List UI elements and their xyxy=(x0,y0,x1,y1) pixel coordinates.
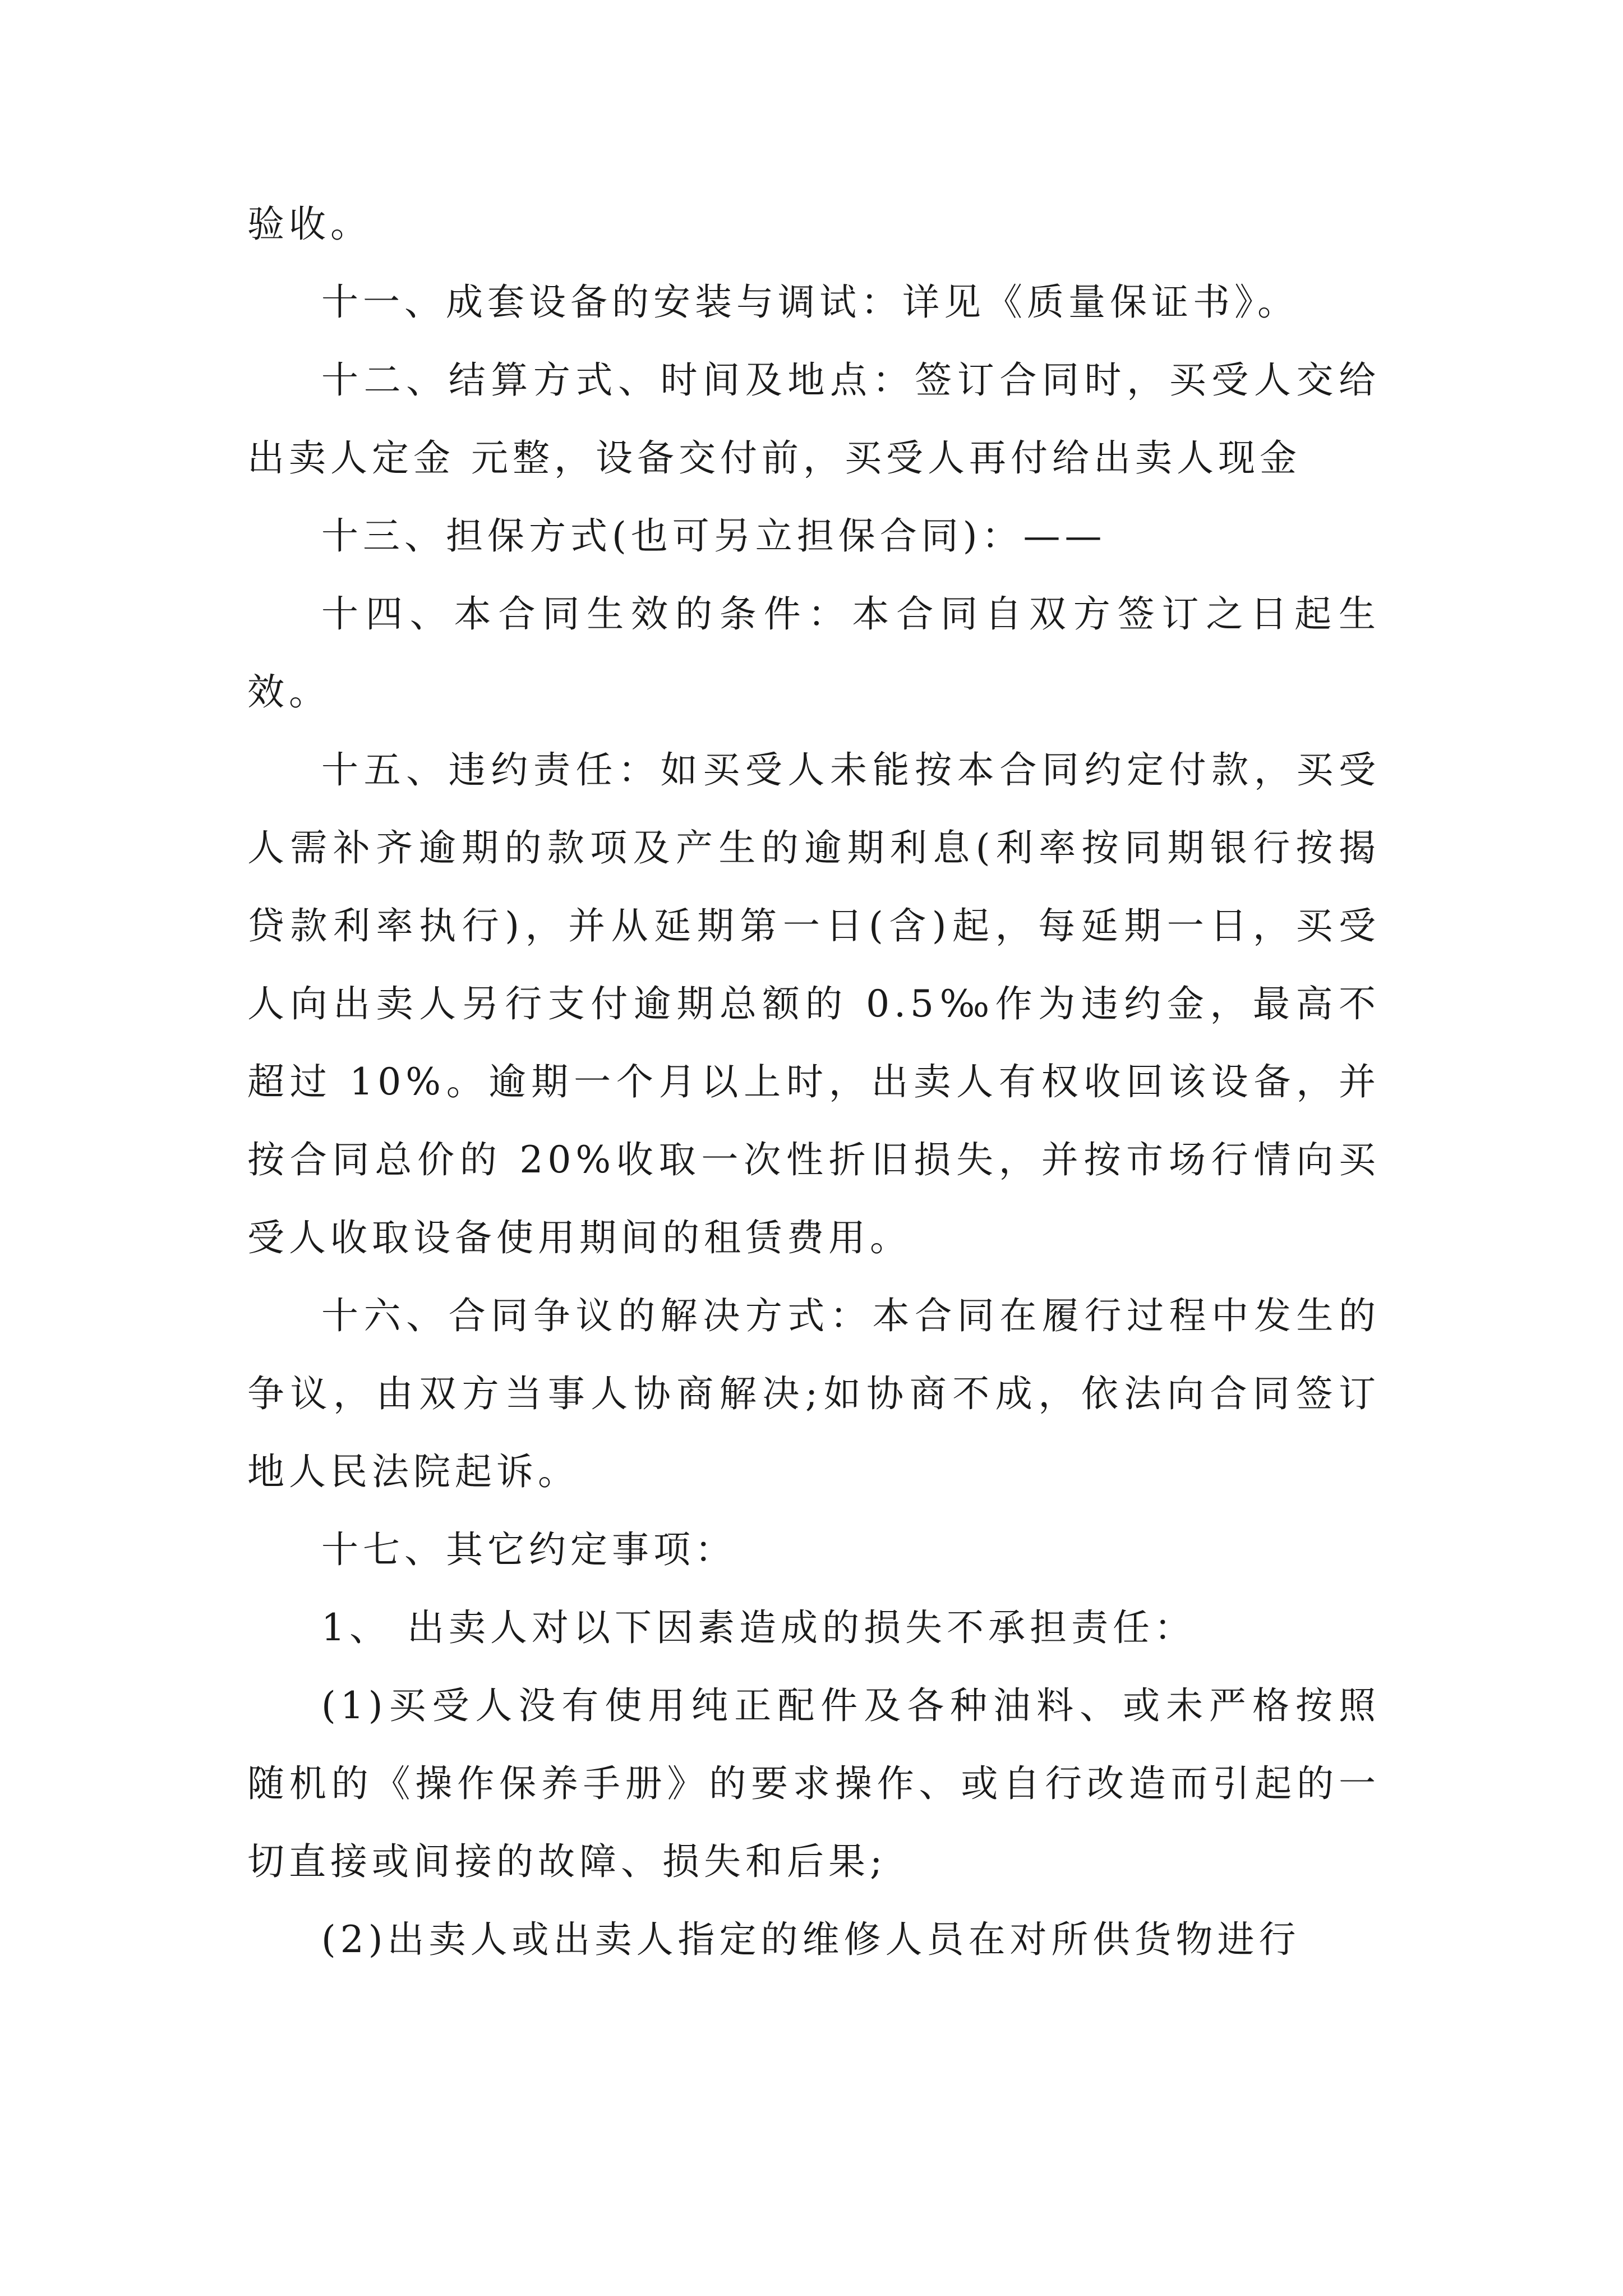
paragraph-clause-15: 十五、违约责任：如买受人未能按本合同约定付款，买受人需补齐逾期的款项及产生的逾期利息(利率按同期银行按揭贷款利率执行)，并从延期第一日(含)起，每延期一日，买受人向出卖人另行支付逾期总额的 0.5‰作为违约金，最高不超过 10%。逾期一个月以上时，出卖人有权收回该设备，并按合同总价的 20%收取一次性折旧损失，并按市场行情向买受人收取设备使用期间的租赁费用。 xyxy=(247,748,1380,1259)
paragraph-clause-16: 十六、合同争议的解决方式：本合同在履行过程中发生的争议，由双方当事人协商解决;如协商不成，依法向合同签订地人民法院起诉。 xyxy=(247,1294,1380,1493)
paragraph-item-1-2: (2)出卖人或出卖人指定的维修人员在对所供货物进行 xyxy=(321,1918,1301,1961)
paragraph-acceptance-tail: 验收。 xyxy=(247,203,372,246)
paragraph-clause-14: 十四、本合同生效的条件：本合同自双方签订之日起生效。 xyxy=(247,592,1380,714)
paragraph-item-1-1: (1)买受人没有使用纯正配件及各种油料、或未严格按照随机的《操作保养手册》的要求操作、或自行改造而引起的一切直接或间接的故障、损失和后果; xyxy=(247,1684,1380,1883)
paragraph-clause-11: 十一、成套设备的安装与调试：详见《质量保证书》。 xyxy=(321,280,1299,324)
contract-body xyxy=(247,185,1380,1978)
paragraph-clause-12: 十二、结算方式、时间及地点：签订合同时，买受人交给出卖人定金 元整，设备交付前，买受人再付给出卖人现金 xyxy=(247,358,1380,480)
paragraph-clause-17: 十七、其它约定事项： xyxy=(321,1528,736,1571)
paragraph-item-1: 1、 出卖人对以下因素造成的损失不承担责任： xyxy=(321,1606,1196,1649)
paragraph-clause-13: 十三、担保方式(也可另立担保合同)：—— xyxy=(321,514,1106,558)
